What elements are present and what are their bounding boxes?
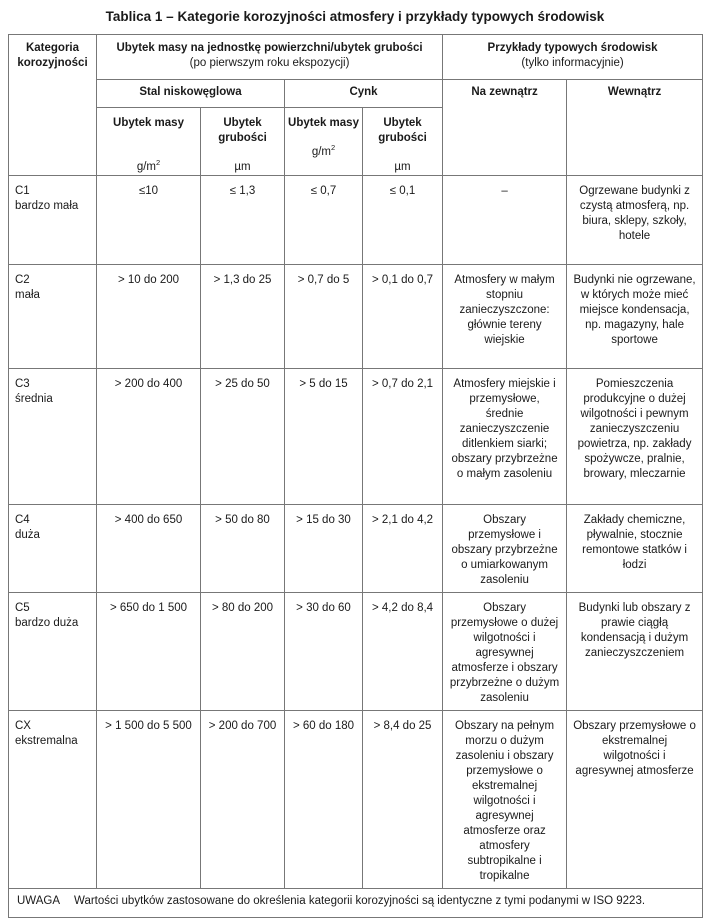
table-title: Tablica 1 – Kategorie korozyjności atmosfery i przykłady typowych środowisk bbox=[105, 9, 605, 24]
cynk-masa-cell: ≤ 0,7 bbox=[285, 176, 363, 265]
note-text: Wartości ubytków zastosowane do określenia kategorii korozyjności są identyczne z tymi podanymi w ISO 9223. bbox=[74, 895, 646, 907]
note-cell bbox=[9, 889, 703, 918]
table-row bbox=[9, 505, 703, 593]
cynk-masa-cell: > 60 do 180 bbox=[285, 711, 363, 889]
stal-grub-cell: ≤ 1,3 bbox=[201, 176, 285, 265]
header-kategoria: Kategoria korozyjności bbox=[9, 35, 97, 176]
zewnatrz-cell: Atmosfery w małym stopniu zanieczyszczone: głównie tereny wiejskie bbox=[443, 265, 567, 369]
stal-masa-cell: > 10 do 200 bbox=[97, 265, 201, 369]
header-cynk-ubytek-grubosci: Ubytek grubości µm bbox=[363, 108, 443, 176]
table-row bbox=[9, 176, 703, 265]
kategoria-cell: C1 bardzo mała bbox=[9, 176, 97, 265]
table-row bbox=[9, 593, 703, 711]
cynk-masa-cell: > 5 do 15 bbox=[285, 369, 363, 505]
unit-mass: $g/m^2$ bbox=[136, 158, 161, 173]
note-row bbox=[9, 889, 703, 918]
header-ubytek: Ubytek masy na jednostkę powierzchni/ubytek grubości (po pierwszym roku ekspozycji) bbox=[97, 35, 443, 80]
kategoria-cell: C3 średnia bbox=[9, 369, 97, 505]
unit-thickness: µm bbox=[234, 161, 251, 173]
cynk-masa-cell: > 15 do 30 bbox=[285, 505, 363, 593]
header-stal: Stal niskowęglowa bbox=[97, 80, 285, 108]
header-wewnatrz: Wewnątrz bbox=[567, 80, 703, 176]
cynk-masa-cell: > 30 do 60 bbox=[285, 593, 363, 711]
header-stal-ubytek-grubosci: Ubytek grubości µm bbox=[201, 108, 285, 176]
cynk-grub-cell: > 4,2 do 8,4 bbox=[363, 593, 443, 711]
corrosivity-table bbox=[8, 34, 703, 918]
stal-masa-cell: ≤10 bbox=[97, 176, 201, 265]
table-row bbox=[9, 711, 703, 889]
unit-mass: $g/m^2$ bbox=[311, 143, 336, 158]
header-przyklady-sub: (tylko informacyjnie) bbox=[521, 57, 624, 69]
table-row bbox=[9, 265, 703, 369]
wewnatrz-cell: Budynki lub obszary z prawie ciągłą kondensacją i dużym zanieczyszczeniem bbox=[567, 593, 703, 711]
cynk-grub-cell: ≤ 0,1 bbox=[363, 176, 443, 265]
wewnatrz-cell: Zakłady chemiczne, pływalnie, stocznie remontowe statków i łodzi bbox=[567, 505, 703, 593]
header-cynk-ubytek-masy: Ubytek masy $g/m^2$ bbox=[285, 108, 363, 176]
cynk-grub-cell: > 0,7 do 2,1 bbox=[363, 369, 443, 505]
stal-grub-cell: > 25 do 50 bbox=[201, 369, 285, 505]
cynk-grub-cell: > 2,1 do 4,2 bbox=[363, 505, 443, 593]
stal-grub-cell: > 1,3 do 25 bbox=[201, 265, 285, 369]
kategoria-cell: C5 bardzo duża bbox=[9, 593, 97, 711]
note-label: UWAGA bbox=[17, 895, 61, 907]
wewnatrz-cell: Pomieszczenia produkcyjne o dużej wilgotności i pewnym zanieczyszczeniu powietrza, np. zakłady spożywcze, pralnie, browary, mleczarnie bbox=[567, 369, 703, 505]
zewnatrz-cell: Atmosfery miejskie i przemysłowe, średnie zanieczyszczenie ditlenkiem siarki; obszary przybrzeżne o małym zasoleniu bbox=[443, 369, 567, 505]
wewnatrz-cell: Budynki nie ogrzewane, w których może mieć miejsce kondensacja, np. magazyny, hale sportowe bbox=[567, 265, 703, 369]
stal-masa-cell: > 650 do 1 500 bbox=[97, 593, 201, 711]
stal-grub-cell: > 200 do 700 bbox=[201, 711, 285, 889]
stal-masa-cell: > 400 do 650 bbox=[97, 505, 201, 593]
cynk-grub-cell: > 8,4 do 25 bbox=[363, 711, 443, 889]
cynk-grub-cell: > 0,1 do 0,7 bbox=[363, 265, 443, 369]
kategoria-cell: C4 duża bbox=[9, 505, 97, 593]
header-przyklady: Przykłady typowych środowisk (tylko informacyjnie) bbox=[443, 35, 703, 80]
header-stal-ubytek-masy: Ubytek masy $g/m^2$ bbox=[97, 108, 201, 176]
header-na-zewnatrz: Na zewnątrz bbox=[443, 80, 567, 176]
header-ubytek-sub: (po pierwszym roku ekspozycji) bbox=[189, 57, 350, 69]
wewnatrz-cell: Obszary przemysłowe o ekstremalnej wilgotności i agresywnej atmosferze bbox=[567, 711, 703, 889]
stal-masa-cell: > 200 do 400 bbox=[97, 369, 201, 505]
zewnatrz-cell: – bbox=[443, 176, 567, 265]
zewnatrz-cell: Obszary przemysłowe o dużej wilgotności i agresywnej atmosferze i obszary przybrzeżne o dużym zasoleniu bbox=[443, 593, 567, 711]
cynk-masa-cell: > 0,7 do 5 bbox=[285, 265, 363, 369]
kategoria-cell: CX ekstremalna bbox=[9, 711, 97, 889]
wewnatrz-cell: Ogrzewane budynki z czystą atmosferą, np. biura, sklepy, szkoły, hotele bbox=[567, 176, 703, 265]
header-cynk: Cynk bbox=[285, 80, 443, 108]
stal-masa-cell: > 1 500 do 5 500 bbox=[97, 711, 201, 889]
stal-grub-cell: > 80 do 200 bbox=[201, 593, 285, 711]
table-row bbox=[9, 369, 703, 505]
kategoria-cell: C2 mała bbox=[9, 265, 97, 369]
unit-thickness: µm bbox=[394, 161, 411, 173]
zewnatrz-cell: Obszary przemysłowe i obszary przybrzeżne o umiarkowanym zasoleniu bbox=[443, 505, 567, 593]
zewnatrz-cell: Obszary na pełnym morzu o dużym zasoleniu i obszary przemysłowe o ekstremalnej wilgotności i agresywnej atmosferze oraz atmosfery subtropikalne i tropikalne bbox=[443, 711, 567, 889]
stal-grub-cell: > 50 do 80 bbox=[201, 505, 285, 593]
